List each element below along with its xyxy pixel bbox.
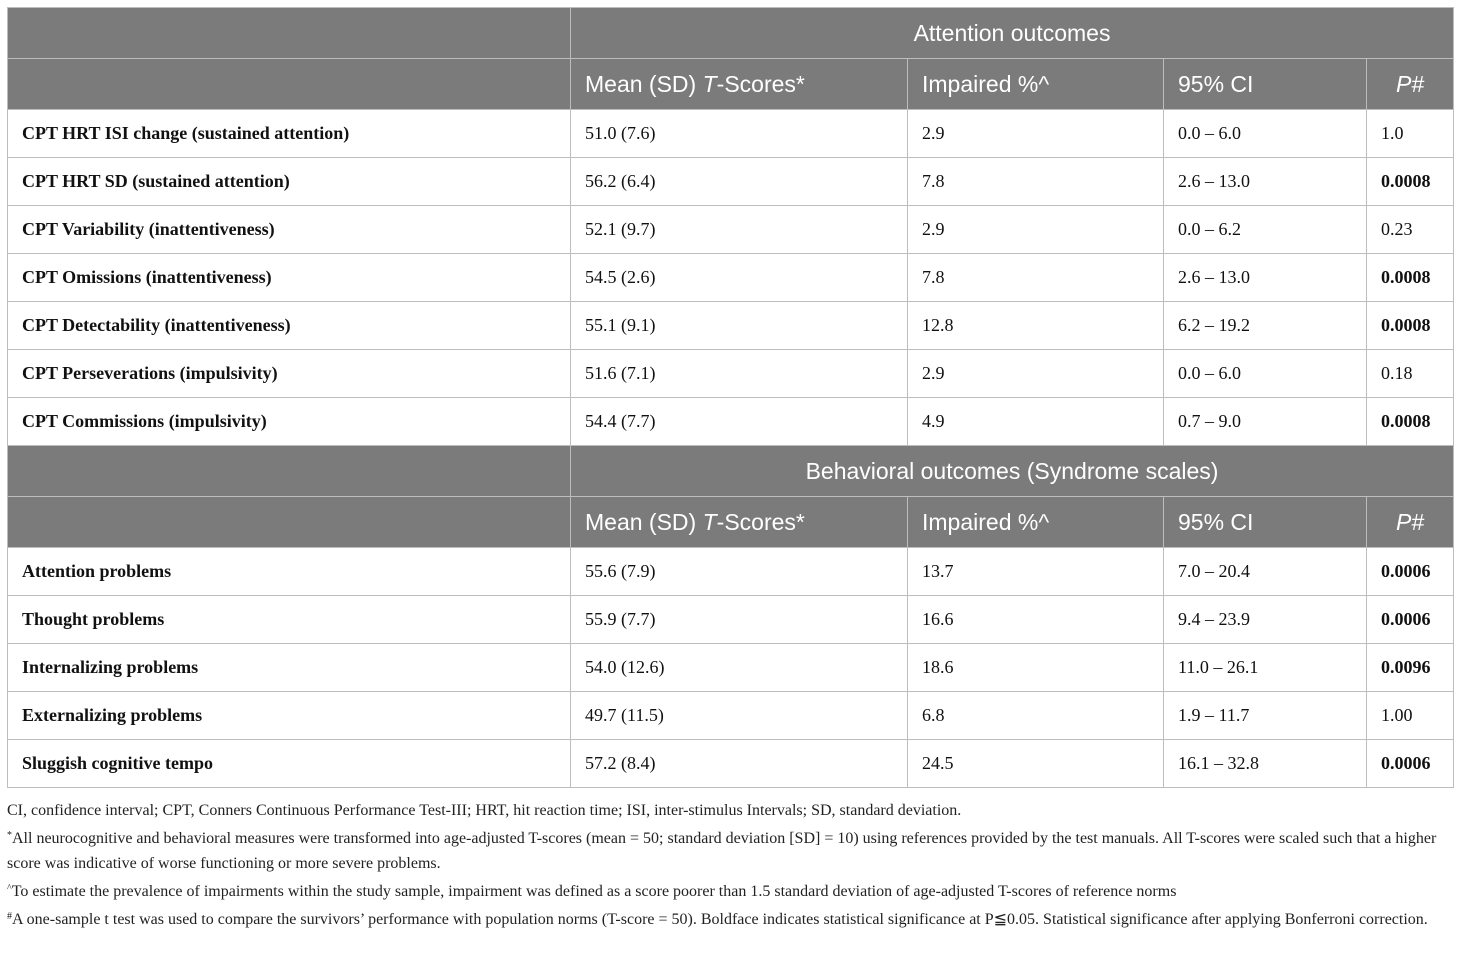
behavioral-table-row [8, 644, 1454, 692]
measure-label: Thought problems [8, 596, 571, 644]
attention-mean-header [571, 59, 908, 110]
measure-label: CPT Detectability (inattentiveness) [8, 302, 571, 350]
attention-group-header-blank [8, 8, 571, 59]
impaired-cell: 6.8 [908, 692, 1164, 740]
p-value-cell: 0.0008 [1367, 398, 1454, 446]
attention-group-header-row [8, 8, 1454, 59]
behavioral-impaired-header: Impaired %^ [908, 497, 1164, 548]
p-value-cell: 0.0006 [1367, 548, 1454, 596]
behavioral-group-header-blank [8, 446, 571, 497]
impaired-cell: 24.5 [908, 740, 1164, 788]
impaired-cell: 16.6 [908, 596, 1164, 644]
p-value-cell: 0.0008 [1367, 302, 1454, 350]
mean-sd-cell: 54.5 (2.6) [571, 254, 908, 302]
ci-cell: 0.0 – 6.2 [1164, 206, 1367, 254]
behavioral-table-row [8, 596, 1454, 644]
mean-sd-cell: 55.6 (7.9) [571, 548, 908, 596]
behavioral-ci-header: 95% CI [1164, 497, 1367, 548]
measure-label: CPT HRT SD (sustained attention) [8, 158, 571, 206]
ci-cell: 16.1 – 32.8 [1164, 740, 1367, 788]
p-value-cell: 1.00 [1367, 692, 1454, 740]
mean-sd-cell: 57.2 (8.4) [571, 740, 908, 788]
mean-sd-cell: 51.6 (7.1) [571, 350, 908, 398]
ci-cell: 0.0 – 6.0 [1164, 110, 1367, 158]
p-value-cell: 0.0006 [1367, 596, 1454, 644]
ci-cell: 6.2 – 19.2 [1164, 302, 1367, 350]
footnote-star-text: All neurocognitive and behavioral measures were transformed into age-adjusted T-scores (mean = 50; standard deviation [SD] = 10) using references provided by the test manuals. All T-scores were scaled such that a higher score was indicative of worse functioning or more severe problems. [7, 830, 1437, 872]
attention-mean-header-suffix: -Scores* [716, 70, 805, 97]
p-value-cell: 0.23 [1367, 206, 1454, 254]
attention-table-row [8, 158, 1454, 206]
behavioral-group-header-row [8, 446, 1454, 497]
ci-cell: 11.0 – 26.1 [1164, 644, 1367, 692]
measure-label: CPT Perseverations (impulsivity) [8, 350, 571, 398]
p-value-cell: 0.0096 [1367, 644, 1454, 692]
behavioral-group-title: Behavioral outcomes (Syndrome scales) [571, 446, 1454, 497]
footnote-hash-mark: # [7, 911, 12, 922]
attention-table-row [8, 254, 1454, 302]
ci-cell: 7.0 – 20.4 [1164, 548, 1367, 596]
footnote-hash-text: A one-sample t test was used to compare the survivors’ performance with population norms (T-score = 50). Boldface indicates statistical significance at P≦0.05. Statistical significance after applying Bonferroni correction. [12, 911, 1428, 928]
table-container [7, 7, 1453, 788]
behavioral-table-row [8, 692, 1454, 740]
impaired-cell: 12.8 [908, 302, 1164, 350]
table-footnotes [7, 798, 1457, 932]
impaired-cell: 2.9 [908, 110, 1164, 158]
mean-sd-cell: 54.4 (7.7) [571, 398, 908, 446]
ci-cell: 2.6 – 13.0 [1164, 158, 1367, 206]
behavioral-column-header-row [8, 497, 1454, 548]
impaired-cell: 7.8 [908, 254, 1164, 302]
ci-cell: 2.6 – 13.0 [1164, 254, 1367, 302]
behavioral-mean-header-suffix: -Scores* [716, 508, 805, 535]
attention-column-header-row [8, 59, 1454, 110]
measure-label: Internalizing problems [8, 644, 571, 692]
impaired-cell: 7.8 [908, 158, 1164, 206]
attention-ci-header: 95% CI [1164, 59, 1367, 110]
measure-label: Externalizing problems [8, 692, 571, 740]
footnote-star [7, 823, 1457, 876]
footnote-caret-mark: ^ [7, 883, 12, 894]
p-value-cell: 1.0 [1367, 110, 1454, 158]
attention-group-title: Attention outcomes [571, 8, 1454, 59]
behavioral-table-row [8, 740, 1454, 788]
mean-sd-cell: 51.0 (7.6) [571, 110, 908, 158]
impaired-cell: 13.7 [908, 548, 1164, 596]
behavioral-column-header-blank [8, 497, 571, 548]
impaired-cell: 2.9 [908, 350, 1164, 398]
p-value-cell: 0.0006 [1367, 740, 1454, 788]
results-table [7, 7, 1454, 788]
attention-mean-header-italic: T [702, 70, 717, 97]
measure-label: Sluggish cognitive tempo [8, 740, 571, 788]
mean-sd-cell: 56.2 (6.4) [571, 158, 908, 206]
footnote-star-mark: * [7, 830, 12, 841]
attention-mean-header-prefix: Mean (SD) [585, 70, 703, 97]
behavioral-mean-header-prefix: Mean (SD) [585, 508, 703, 535]
measure-label: CPT Variability (inattentiveness) [8, 206, 571, 254]
mean-sd-cell: 54.0 (12.6) [571, 644, 908, 692]
p-value-cell: 0.0008 [1367, 254, 1454, 302]
attention-p-header: P# [1367, 59, 1454, 110]
attention-impaired-header: Impaired %^ [908, 59, 1164, 110]
footnote-caret-text: To estimate the prevalence of impairments within the study sample, impairment was defined as a score poorer than 1.5 standard deviation of age-adjusted T-scores of reference norms [11, 883, 1177, 900]
attention-table-row [8, 110, 1454, 158]
impaired-cell: 2.9 [908, 206, 1164, 254]
mean-sd-cell: 55.9 (7.7) [571, 596, 908, 644]
measure-label: CPT Commissions (impulsivity) [8, 398, 571, 446]
measure-label: CPT HRT ISI change (sustained attention) [8, 110, 571, 158]
ci-cell: 9.4 – 23.9 [1164, 596, 1367, 644]
footnote-hash [7, 904, 1457, 932]
behavioral-p-header: P# [1367, 497, 1454, 548]
results-table-body [8, 8, 1454, 788]
footnote-caret [7, 876, 1457, 904]
attention-table-row [8, 206, 1454, 254]
behavioral-mean-header [571, 497, 908, 548]
p-value-cell: 0.18 [1367, 350, 1454, 398]
footnote-abbreviations: CI, confidence interval; CPT, Conners Continuous Performance Test-III; HRT, hit reaction time; ISI, inter-stimulus Intervals; SD, standard deviation. [7, 802, 962, 819]
ci-cell: 0.7 – 9.0 [1164, 398, 1367, 446]
impaired-cell: 18.6 [908, 644, 1164, 692]
mean-sd-cell: 52.1 (9.7) [571, 206, 908, 254]
ci-cell: 0.0 – 6.0 [1164, 350, 1367, 398]
attention-table-row [8, 350, 1454, 398]
attention-column-header-blank [8, 59, 571, 110]
impaired-cell: 4.9 [908, 398, 1164, 446]
mean-sd-cell: 49.7 (11.5) [571, 692, 908, 740]
measure-label: CPT Omissions (inattentiveness) [8, 254, 571, 302]
mean-sd-cell: 55.1 (9.1) [571, 302, 908, 350]
attention-table-row [8, 302, 1454, 350]
behavioral-mean-header-italic: T [702, 508, 717, 535]
behavioral-table-row [8, 548, 1454, 596]
measure-label: Attention problems [8, 548, 571, 596]
attention-table-row [8, 398, 1454, 446]
p-value-cell: 0.0008 [1367, 158, 1454, 206]
ci-cell: 1.9 – 11.7 [1164, 692, 1367, 740]
